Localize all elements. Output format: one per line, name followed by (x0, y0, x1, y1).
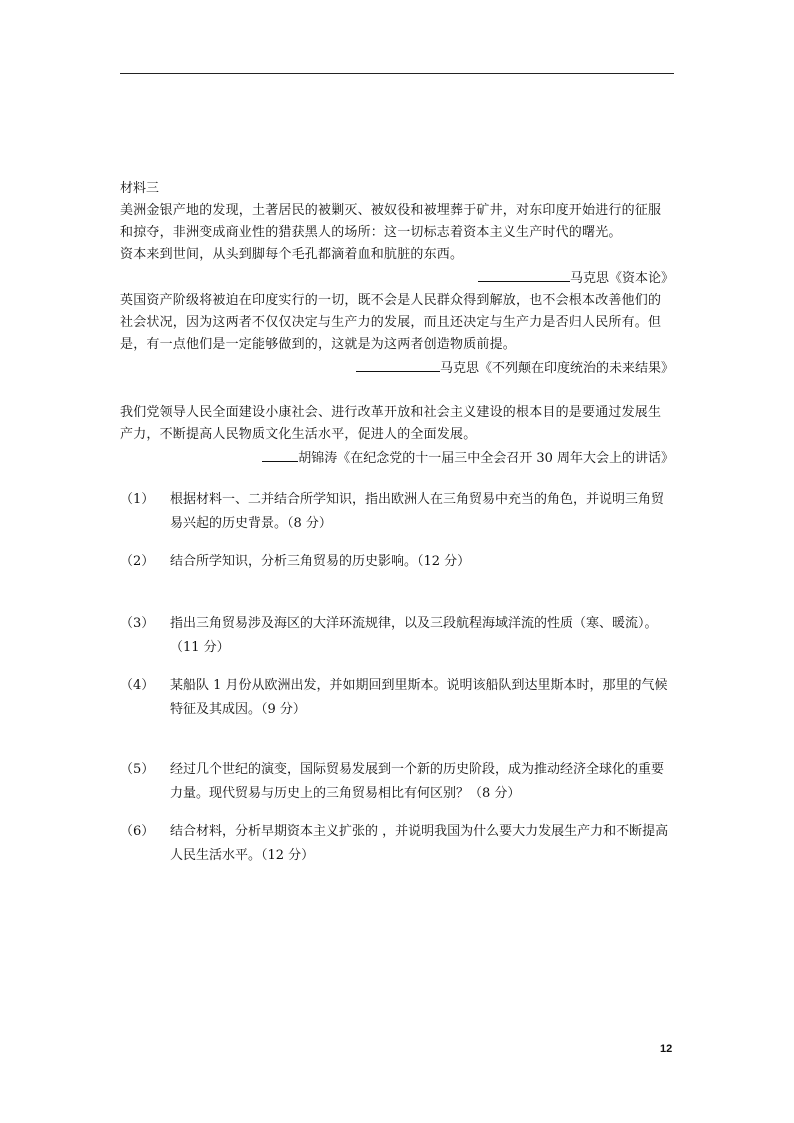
question-4 (120, 674, 674, 722)
question-text: 结合材料，分析早期资本主义扩张的 ，并说明我国为什么要大力发展生产力和不断提高人民生活水平。（12 分） (170, 824, 669, 863)
fill-blank (356, 356, 440, 372)
question-number: （4） (120, 678, 155, 693)
source-text-3: 胡锦涛《在纪念党的十一届三中全会召开 30 周年大会上的讲话》 (298, 451, 674, 466)
page-number: 12 (660, 1043, 673, 1055)
question-text: 根据材料一、二并结合所学知识，指出欧洲人在三角贸易中充当的角色，并说明三角贸易兴起的历史背景。（8 分） (170, 492, 665, 531)
material-heading: 材料三 (120, 181, 160, 196)
question-number: （5） (120, 762, 155, 777)
question-number: （2） (120, 554, 155, 569)
question-number: （6） (120, 824, 155, 839)
question-text: 结合所学知识，分析三角贸易的历史影响。（12 分） (170, 554, 471, 569)
question-number: （1） (120, 492, 155, 507)
question-text: 经过几个世纪的演变，国际贸易发展到一个新的历史阶段，成为推动经济全球化的重要力量。现代贸易与历史上的三角贸易相比有何区别？（8 分） (170, 762, 665, 801)
question-5 (120, 758, 674, 806)
source-text-2: 马克思《不列颠在印度统治的未来结果》 (439, 361, 674, 376)
material-paragraph-3: 英国资产阶级将被迫在印度实行的一切，既不会是人民群众得到解放，也不会根本改善他们的社会状况，因为这两者不仅仅决定与生产力的发展，而且还决定与生产力是否归人民所有。但是，有一点他们是一定能够做到的，这就是为这两者创造物质前提。 (120, 293, 662, 352)
question-1 (120, 488, 674, 536)
page-content (120, 178, 674, 868)
source-citation-3 (120, 446, 674, 470)
fill-blank (478, 266, 570, 282)
source-text-1: 马克思《资本论》 (569, 271, 674, 286)
question-6 (120, 820, 674, 868)
material-paragraph-2: 资本来到世间，从头到脚每个毛孔都滴着血和肮脏的东西。 (120, 247, 464, 262)
source-citation-1 (120, 266, 674, 290)
source-citation-2 (120, 356, 674, 380)
fill-blank (262, 446, 298, 462)
question-2 (120, 550, 674, 574)
question-text: 某船队 1 月份从欧洲出发，并如期回到里斯本。说明该船队到达里斯本时，那里的气候特征及其成因。（9 分） (170, 678, 668, 717)
material-paragraph-1: 美洲金银产地的发现，土著居民的被剿灭、被奴役和被埋葬于矿井，对东印度开始进行的征服和掠夺，非洲变成商业性的猎获黑人的场所：这一切标志着资本主义生产时代的曙光。 (120, 203, 662, 240)
material-paragraph-4: 我们党领导人民全面建设小康社会、进行改革开放和社会主义建设的根本目的是要通过发展生产力，不断提高人民物质文化生活水平，促进人的全面发展。 (120, 405, 662, 442)
question-text: 指出三角贸易涉及海区的大洋环流规律，以及三段航程海域洋流的性质（寒、暖流）。（11 分） (170, 616, 658, 655)
question-number: （3） (120, 616, 155, 631)
question-3 (120, 612, 674, 660)
header-rule (120, 73, 674, 74)
